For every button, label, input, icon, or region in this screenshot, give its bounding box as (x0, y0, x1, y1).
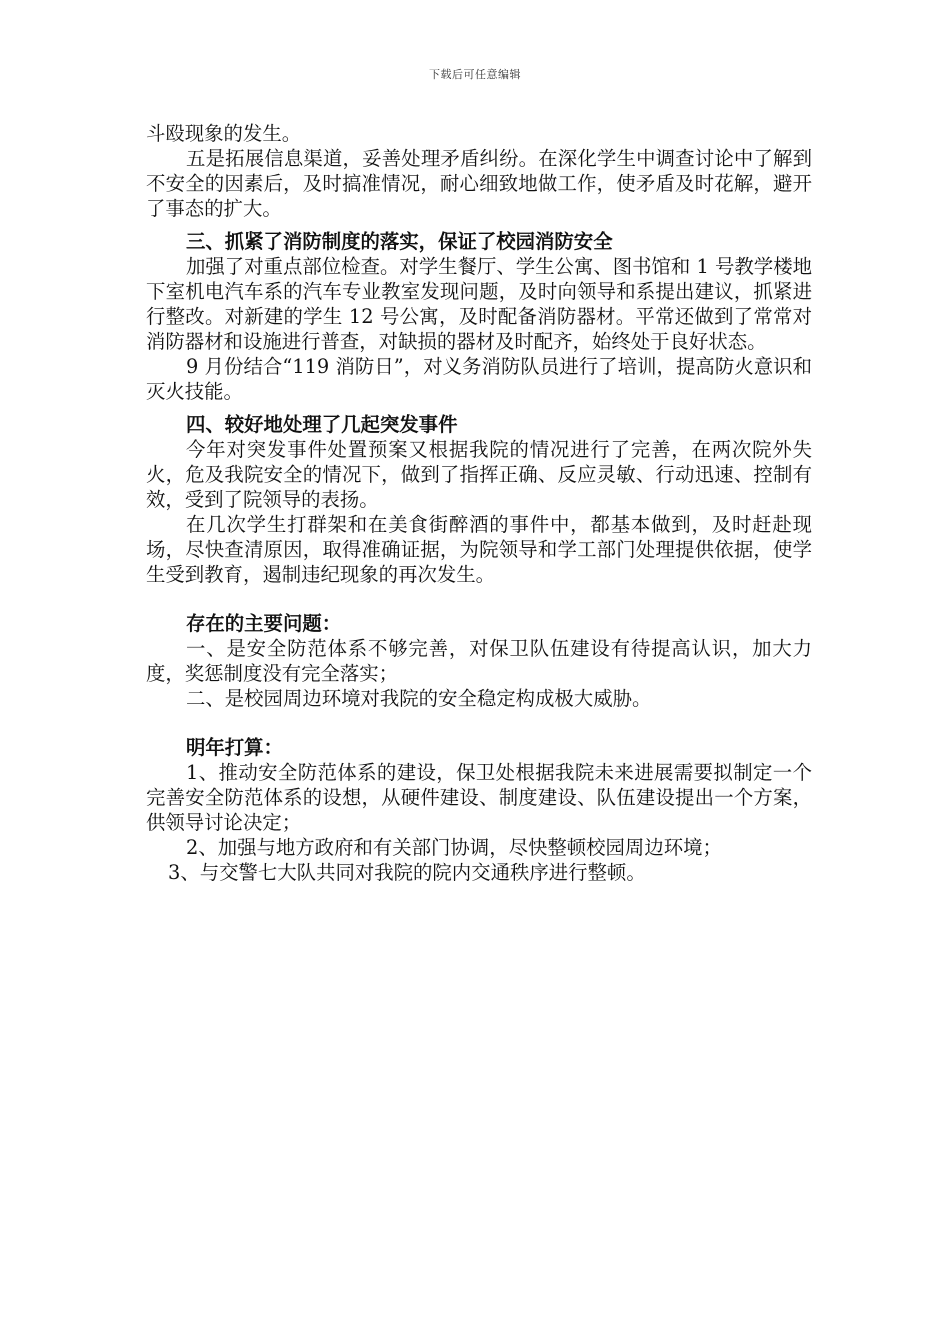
paragraph: 今年对突发事件处置预案又根据我院的情况进行了完善，在两次院外失火，危及我院安全的情况下，做到了指挥正确、反应灵敏、行动迅速、控制有效，受到了院领导的表扬。 (146, 438, 812, 511)
paragraph: 在几次学生打群架和在美食街醉酒的事件中，都基本做到，及时赶赴现场，尽快查清原因，取得准确证据，为院领导和学工部门处理提供依据，使学生受到教育，遏制违纪现象的再次发生。 (146, 513, 812, 586)
list-item: 1、推动安全防范体系的建设，保卫处根据我院未来进展需要拟制定一个完善安全防范体系的设想，从硬件建设、制度建设、队伍建设提出一个方案，供领导讨论决定； (146, 761, 812, 834)
paragraph: 9 月份结合“119 消防日”，对义务消防队员进行了培训，提高防火意识和灭火技能。 (146, 355, 812, 403)
paragraph: 加强了对重点部位检查。对学生餐厅、学生公寓、图书馆和 1 号教学楼地下室机电汽车系的汽车专业教室发现问题，及时向领导和系提出建议，抓紧进行整改。对新建的学生 12 号公寓，及时配备消防器材。平常还做到了常常对消防器材和设施进行普查，对缺损的器材及时配齐，始终处于良好状态。 (146, 255, 812, 353)
list-item: 2、加强与地方政府和有关部门协调，尽快整顿校园周边环境； (186, 836, 722, 859)
section-heading-fire-safety: 三、抓紧了消防制度的落实，保证了校园消防安全 (186, 230, 613, 253)
paragraph-continuation: 斗殴现象的发生。 (146, 122, 302, 145)
list-item: 一、是安全防范体系不够完善，对保卫队伍建设有待提高认识，加大力度，奖惩制度没有完全落实； (146, 637, 812, 685)
list-item: 二、是校园周边环境对我院的安全稳定构成极大威胁。 (186, 687, 652, 710)
section-heading-next-year: 明年打算： (186, 736, 283, 759)
paragraph: 五是拓展信息渠道，妥善处理矛盾纠纷。在深化学生中调查讨论中了解到不安全的因素后，及时搞准情况，耐心细致地做工作，使矛盾及时花解，避开了事态的扩大。 (146, 147, 812, 220)
list-item: 3、与交警七大队共同对我院的院内交通秩序进行整顿。 (168, 861, 646, 884)
section-heading-problems: 存在的主要问题： (186, 612, 342, 635)
section-heading-emergencies: 四、较好地处理了几起突发事件 (186, 413, 458, 436)
page-header: 下载后可任意编辑 (429, 68, 521, 81)
document-body (146, 121, 812, 885)
